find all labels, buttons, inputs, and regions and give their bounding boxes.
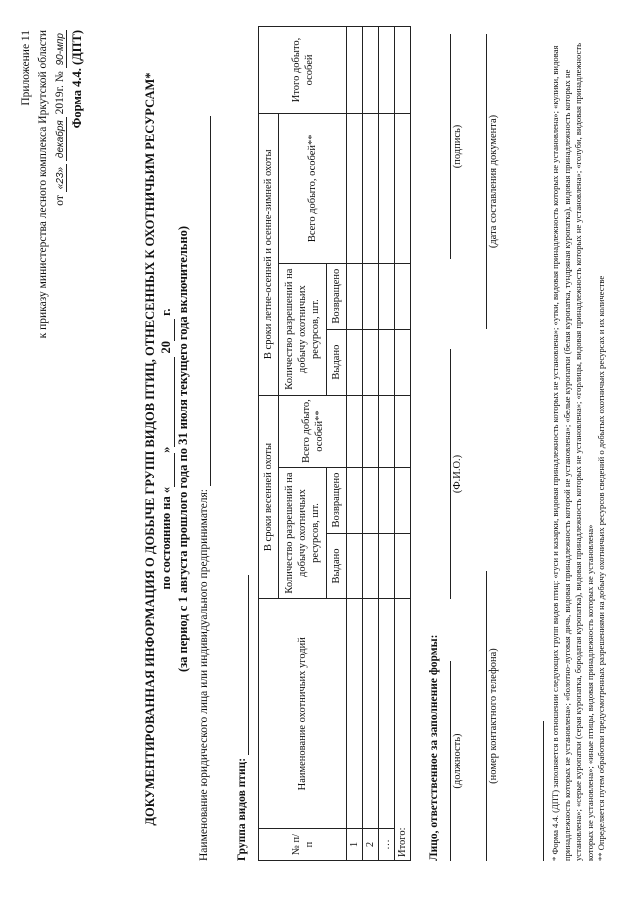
document-title — [142, 39, 191, 859]
table-row — [379, 27, 395, 861]
signature-caption: (подпись) — [452, 124, 463, 169]
header-itogo: Итого добыто, особей — [259, 27, 347, 114]
row-num: 1 — [347, 829, 363, 861]
position-caption: (должность) — [452, 733, 463, 789]
order-date-line — [52, 30, 69, 338]
title-line1: ДОКУМЕНТИРОВАННАЯ ИНФОРМАЦИЯ О ДОБЫЧЕ ГРУПП ВИДОВ ПТИЦ, ОТНЕСЕННЫХ К ОХОТНИЧЬИМ РЕСУРСАМ* — [143, 72, 157, 826]
table-row — [363, 27, 379, 861]
header-num: № п/п — [259, 829, 347, 861]
itogo-row — [395, 27, 411, 861]
day-blank — [158, 453, 175, 487]
doc-date-caption: (дата составления документа) — [488, 114, 499, 249]
header-spring-permits: Количество разрешений на добычу охотничьих ресурсов, шт. — [279, 467, 327, 599]
appendix-header — [18, 30, 86, 338]
header-summer-total: Всего добыто, особей** — [279, 113, 347, 263]
date-day: «23» — [55, 164, 67, 192]
header-spring-issued: Выдано — [327, 533, 347, 599]
data-table — [258, 26, 411, 861]
title-line3: (за период с 1 августа прошлого года по 31 июля текущего года включительно) — [176, 225, 190, 673]
org-blank — [198, 116, 211, 486]
footnotes — [550, 21, 608, 861]
position-line — [450, 661, 451, 861]
phone-line — [486, 571, 487, 861]
form-code: Форма 4.4. (ДПТ) — [70, 30, 84, 129]
phone-caption: (номер контактного телефона) — [488, 648, 499, 784]
date-month: декабря — [55, 117, 67, 161]
row-num: … — [379, 829, 395, 861]
table-row — [347, 27, 363, 861]
itogo-label: Итого: — [395, 599, 411, 861]
header-summer-permits: Количество разрешений на добычу охотничьих ресурсов, шт. — [279, 263, 327, 395]
order-number: 90-мпр — [55, 30, 67, 68]
order-line: к приказу министерства лесного комплекса Иркутской области — [37, 30, 49, 339]
fio-line — [450, 349, 451, 599]
org-field — [198, 116, 211, 861]
month-blank — [158, 357, 175, 447]
year-suffix: г. — [159, 308, 173, 316]
date-prefix: по состоянию на « — [159, 486, 173, 590]
header-summer-returned: Возвращено — [327, 263, 347, 329]
footnote-2: ** Определяется путем обработки предусмотренных разрешениями на добычу охотничьих ресурсов сведений о добытых охотничьих ресурсах и их количестве — [596, 275, 606, 861]
header-spring: В сроки весенней охоты — [259, 395, 279, 599]
row-num: 2 — [363, 829, 379, 861]
group-blank — [236, 575, 249, 755]
responsible-label: Лицо, ответственное за заполнение формы: — [428, 634, 440, 861]
group-field — [236, 575, 249, 861]
date-from: от — [54, 195, 66, 206]
signature-line — [450, 34, 451, 259]
doc-date-line — [486, 34, 487, 329]
date-mid: » — [159, 446, 173, 453]
group-label: Группа видов птиц: — [236, 757, 248, 861]
appendix-label: Приложение 11 — [20, 30, 32, 106]
year-blank — [158, 319, 175, 341]
header-spring-total: Всего добыто, особей** — [279, 395, 347, 467]
date-year: 2019 — [54, 91, 66, 115]
footnote-separator — [543, 721, 544, 861]
title-line2 — [158, 39, 175, 859]
header-name: Наименование охотничьих угодий — [259, 599, 347, 829]
org-label: Наименование юридического лица или индивидуального предпринимателя: — [198, 489, 210, 861]
header-spring-returned: Возвращено — [327, 467, 347, 533]
footnote-1: * Форма 4.4. (ДПТ) заполняется в отношении следующих групп видов птиц: «гуси и казарки, видовая принадлежность которых не установлена»; «утки, видовая принадлежность которых не установлена»; «кулики, видовая принадлежность которых не установлена»; «болотно-луговая дичь, видовая принадлежность которой не установлена»; «белые куропатки (белая куропатка, тундряная куропатка), видовая принадлежность которых не установлена»; «серые куропатки (серая куропатка, бородатая куропатка), видовая принадлежность которых не установлена»; «горлицы, видовая принадлежность которых не установлена»; «голуби, видовая принадлежность которых не установлена»; «иные птицы, видовая принадлежность которых не установлена» — [550, 43, 595, 861]
date-suffix: г. № — [54, 71, 66, 92]
fio-caption: (Ф.И.О.) — [452, 454, 463, 494]
year-prefix: 20 — [159, 341, 173, 354]
header-summer-issued: Выдано — [327, 329, 347, 395]
header-summer: В сроки летне-осенней и осенне-зимней охоты — [259, 113, 279, 395]
